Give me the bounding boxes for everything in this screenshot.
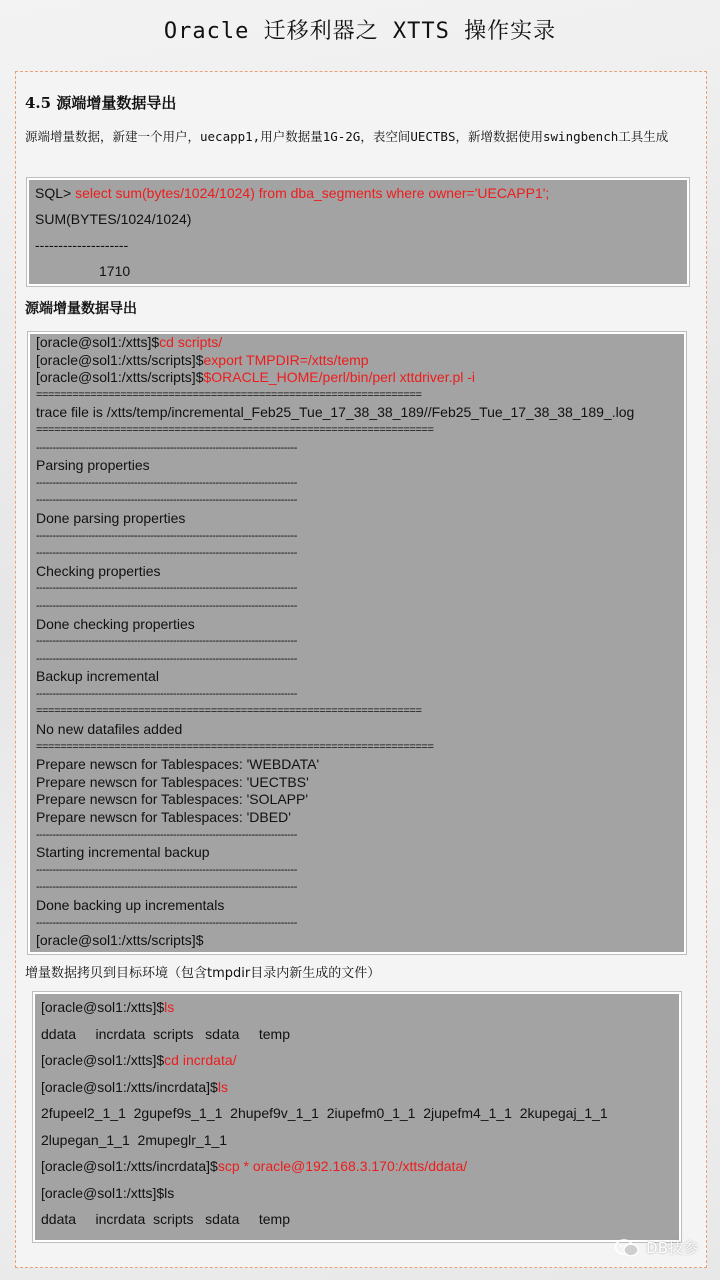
separator-line [36,915,678,933]
terminal-line [36,616,678,634]
terminal-line [36,756,678,774]
terminal-line [36,932,678,950]
sql-prompt: SQL> [35,185,76,201]
terminal-line [41,1153,673,1180]
terminal-line [36,404,678,422]
terminal-line [36,563,678,581]
watermark [614,1237,698,1258]
shell-prompt: [oracle@sol1:/xtts/scripts]$ [36,351,204,368]
shell-prompt: [oracle@sol1:/xtts/incrdata]$ [41,1078,218,1095]
separator-line [36,492,678,510]
separator-line [36,545,678,563]
output-text: 2lupegan_1_1 2mupeglr_1_1 [41,1131,228,1148]
output-text: Prepare newscn for Tablespaces: 'SOLAPP' [36,791,309,808]
output-text: -------------------------------------------------------------------------------- [36,652,298,665]
output-text: 2fupeel2_1_1 2gupef9s_1_1 2hupef9v_1_1 2iupefm0_1_1 2jupefm4_1_1 2kupegaj_1_1 [41,1105,608,1121]
watermark-text: DB技参 [646,1239,698,1257]
output-text: Prepare newscn for Tablespaces: 'DBED' [36,809,291,826]
shell-command: ls [164,999,175,1015]
shell-command: scp * oracle@192.168.3.170:/xtts/ddata/ [217,1158,468,1174]
wechat-icon [614,1238,640,1258]
terminal-line [36,897,678,915]
separator-line [36,422,678,440]
terminal-line [36,809,678,827]
terminal-line [41,1100,673,1127]
separator-line [36,475,678,493]
output-text: trace file is /xtts/temp/incremental_Feb25_Tue_17_38_38_189//Feb25_Tue_17_38_38_189_.log [36,404,635,421]
sql-result-header: SUM(BYTES/1024/1024) [35,211,192,227]
output-text: ================================================================ [36,388,422,401]
separator-line [36,862,678,880]
output-text: -------------------------------------------------------------------------------- [36,441,298,454]
output-text: [oracle@sol1:/xtts]$ls [41,1184,175,1201]
terminal-line [36,510,678,528]
shell-command: cd incrdata/ [164,1052,237,1068]
separator-line [36,651,678,669]
separator-line [36,739,678,757]
shell-command: cd scripts/ [159,334,223,350]
terminal-line [41,1180,673,1207]
separator-line [36,827,678,845]
output-text: -------------------------------------------------------------------------------- [36,494,298,507]
output-text: ddata incrdata scripts sdata temp [41,1025,291,1042]
separator-line [36,440,678,458]
output-text: Checking properties [36,562,161,579]
terminal-line [36,369,678,387]
terminal-line [41,1206,673,1233]
sql-result-value: 1710 [99,263,131,279]
copy-commands-box [33,992,681,1242]
terminal-line [41,1127,673,1154]
shell-command: export TMPDIR=/xtts/temp [203,351,369,368]
output-text: ================================================================== [36,423,434,436]
terminal-line [41,1074,673,1101]
terminal-line [36,334,678,352]
terminal-output-box [28,332,686,954]
terminal-line [36,721,678,739]
shell-prompt: [oracle@sol1:/xtts]$ [41,999,165,1015]
output-text: Backup incremental [36,668,159,685]
shell-prompt: [oracle@sol1:/xtts/scripts]$ [36,369,204,386]
output-text: -------------------------------------------------------------------------------- [36,635,298,648]
output-text: [oracle@sol1:/xtts/scripts]$ [36,932,204,949]
output-text: Prepare newscn for Tablespaces: 'UECTBS' [36,773,309,790]
terminal-line [36,352,678,370]
separator-line [36,703,678,721]
separator-line [36,528,678,546]
output-text: Parsing properties [36,457,150,474]
separator-line [36,686,678,704]
shell-command: ls [217,1078,228,1095]
separator-line [36,879,678,897]
section-heading: 4.5 源端增量数据导出 [25,94,177,112]
terminal-line [36,844,678,862]
separator-line [36,580,678,598]
output-text: -------------------------------------------------------------------------------- [36,529,298,542]
sub-heading: 源端增量数据导出 [25,301,137,317]
shell-prompt: [oracle@sol1:/xtts]$ [41,1052,165,1068]
output-text: -------------------------------------------------------------------------------- [36,599,298,612]
terminal-line [36,668,678,686]
output-text: -------------------------------------------------------------------------------- [36,881,298,894]
terminal-line [36,791,678,809]
page-title: Oracle 迁移利器之 XTTS 操作实录 [163,19,557,44]
output-text: -------------------------------------------------------------------------------- [36,582,298,595]
terminal-line [41,994,673,1021]
sql-result-divider: -------------------- [35,237,129,253]
copy-note: 增量数据拷贝到目标环境（包含tmpdir目录内新生成的文件） [25,966,381,981]
shell-prompt: [oracle@sol1:/xtts/incrdata]$ [41,1158,218,1174]
output-text: ddata incrdata scripts sdata temp [41,1211,291,1227]
terminal-line [41,1021,673,1048]
terminal-line [41,1047,673,1074]
output-text: Prepare newscn for Tablespaces: 'WEBDATA' [36,756,320,773]
shell-prompt: [oracle@sol1:/xtts]$ [36,334,160,350]
sql-command: select sum(bytes/1024/1024) from dba_segments where owner='UECAPP1'; [75,185,550,201]
output-text: -------------------------------------------------------------------------------- [36,687,298,700]
output-text: No new datafiles added [36,721,183,738]
output-text: Starting incremental backup [36,844,210,861]
output-text: -------------------------------------------------------------------------------- [36,476,298,489]
separator-line [36,598,678,616]
output-text: ================================================================ [36,705,422,718]
section-paragraph: 源端增量数据，新建一个用户，uecapp1,用户数据量1G-2G，表空间UECTBS，新增数据使用swingbench工具生成 [25,129,669,144]
output-text: ================================================================== [36,740,434,753]
output-text: Done backing up incrementals [36,897,225,913]
separator-line [36,633,678,651]
terminal-line [36,457,678,475]
output-text: Done parsing properties [36,509,186,526]
terminal-line [36,774,678,792]
output-text: -------------------------------------------------------------------------------- [36,547,298,560]
output-text: -------------------------------------------------------------------------------- [36,863,298,876]
output-text: -------------------------------------------------------------------------------- [36,828,298,841]
sql-command-line [35,180,681,206]
sql-query-box [27,178,689,286]
output-text: -------------------------------------------------------------------------------- [36,916,298,929]
shell-command: $ORACLE_HOME/perl/bin/perl xttdriver.pl -i [203,369,476,386]
output-text: Done checking properties [36,615,195,632]
separator-line [36,387,678,405]
